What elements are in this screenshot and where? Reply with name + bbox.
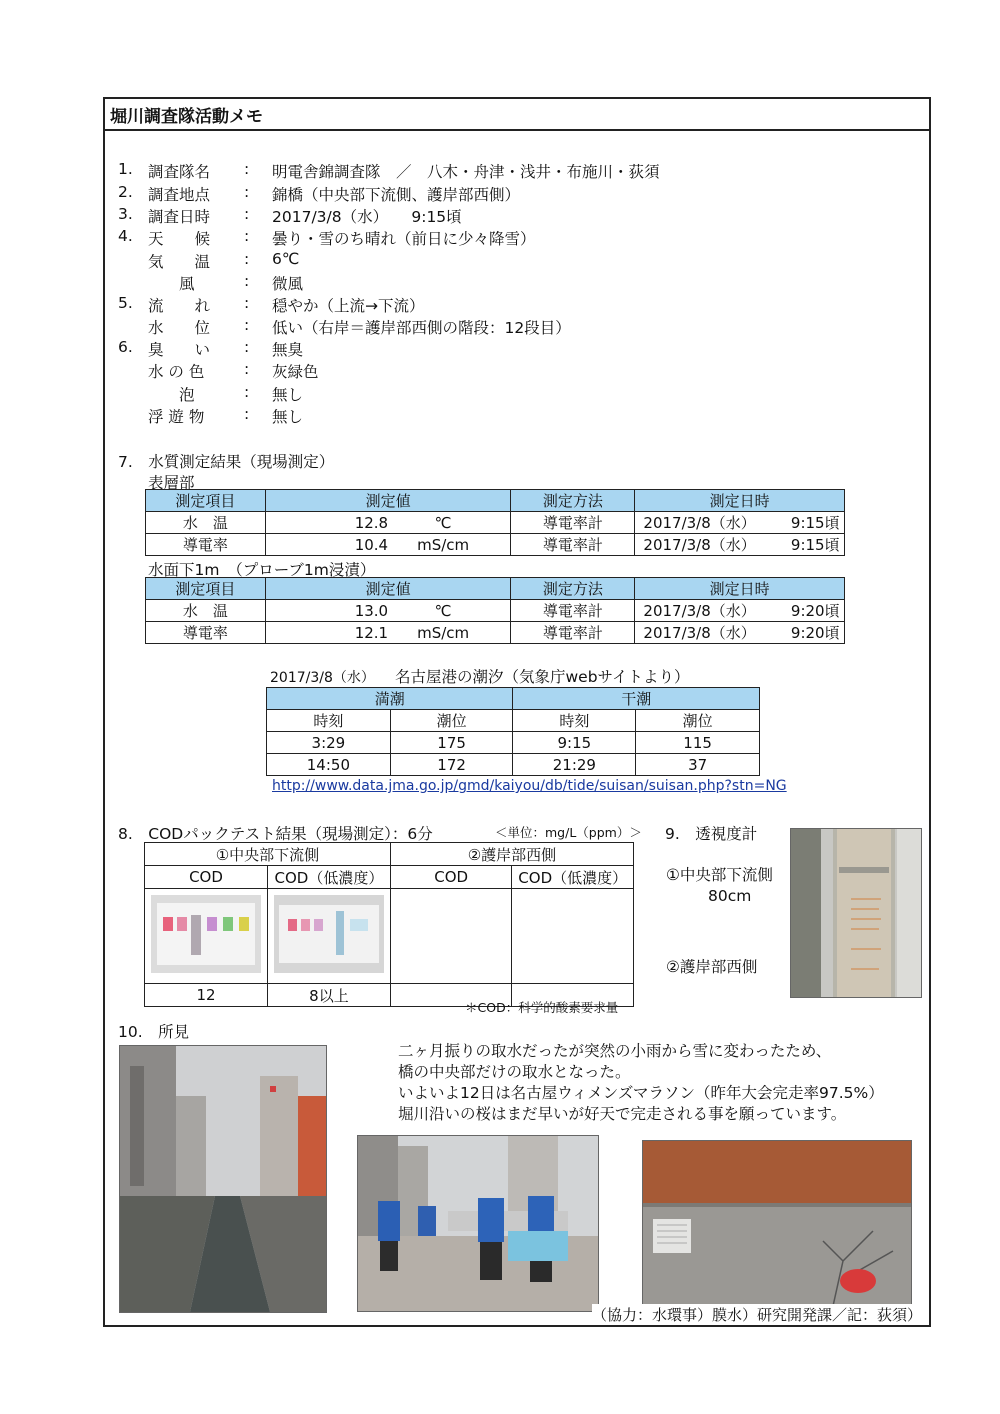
info-colon: : (244, 338, 250, 356)
time-text: 9:20頃 (790, 602, 840, 620)
low-level-cell: 37 (636, 754, 760, 776)
header-method: 測定方法 (511, 578, 635, 600)
wall-photo (642, 1140, 912, 1307)
info-value: 無し (272, 386, 304, 404)
time-text: 9:15頃 (790, 536, 840, 554)
findings-heading: 10. 所見 (118, 1023, 190, 1041)
cod-col-3: COD (390, 866, 512, 889)
header-date: 測定日時 (635, 490, 845, 512)
item-cell: 導電率 (146, 534, 266, 556)
value-unit: mS/cm (417, 535, 470, 554)
info-colon: : (244, 272, 250, 290)
info-value: 2017/3/8（水） 9:15頃 (272, 208, 462, 226)
cod-empty-4 (512, 889, 634, 984)
high-time-cell: 14:50 (267, 754, 391, 776)
header-item: 測定項目 (146, 490, 266, 512)
info-colon: : (244, 250, 250, 268)
date-cell (635, 600, 845, 622)
info-label: 気 温 (148, 253, 211, 271)
table-row (146, 600, 845, 622)
tide-caption-date: 2017/3/8（水） (270, 670, 375, 686)
cod-col-1: COD (145, 866, 268, 889)
time-text: 9:15頃 (790, 514, 840, 532)
cod-empty-3 (390, 889, 512, 984)
value-unit: ℃ (434, 513, 452, 532)
info-value: 曇り・雪のち晴れ（前日に少々降雪） (272, 230, 536, 248)
packtest-photo-1 (145, 889, 268, 984)
tide-caption-title: 名古屋港の潮汐（気象庁webサイトより） (395, 668, 690, 686)
transparency-site2: ②護岸部西側 (666, 958, 758, 976)
document-title: 堀川調査隊活動メモ (110, 107, 263, 127)
high-time-header: 時刻 (267, 710, 391, 732)
info-label: 風 (148, 275, 195, 293)
info-colon: : (244, 316, 250, 334)
cod-col-4: COD（低濃度） (512, 866, 634, 889)
info-number: 5. (118, 294, 133, 312)
transparency-value1: 80cm (708, 887, 752, 905)
surface-table (145, 489, 845, 556)
info-number: 4. (118, 227, 133, 245)
info-label: 調査地点 (148, 186, 211, 204)
low-level-cell: 115 (636, 732, 760, 754)
depth-table (145, 577, 845, 644)
info-label: 調査日時 (148, 208, 211, 226)
cod-site1-header: ①中央部下流側 (145, 843, 391, 866)
cod-heading: 8. CODパックテスト結果（現場測定）：6分 (118, 825, 433, 843)
packtest-photo-2 (267, 889, 390, 984)
table-row (267, 754, 760, 776)
time-text: 9:20頃 (790, 624, 840, 642)
cod-site2-header: ②護岸部西側 (390, 843, 633, 866)
table-row (146, 512, 845, 534)
info-value: 穏やか（上流→下流） (272, 297, 425, 315)
findings-line: 橋の中央部だけの取水となった。 (398, 1063, 631, 1081)
header-item: 測定項目 (146, 578, 266, 600)
info-colon: : (244, 227, 250, 245)
river-photo (119, 1045, 327, 1313)
info-label: 泡 (148, 386, 195, 404)
high-tide-header: 満潮 (267, 688, 513, 710)
table-row (267, 732, 760, 754)
info-value: 無し (272, 408, 304, 426)
transparency-photo (790, 828, 922, 998)
header-date: 測定日時 (635, 578, 845, 600)
surface-label: 表層部 (148, 474, 195, 492)
depth-label: 水面下1m （プローブ1m浸漬） (148, 561, 376, 579)
tide-table (266, 687, 760, 776)
cod-unit: ＜単位：mg/L（ppm）＞ (495, 825, 642, 840)
date-cell (635, 622, 845, 644)
info-colon: : (244, 183, 250, 201)
info-colon: : (244, 160, 250, 178)
info-label: 臭 い (148, 341, 211, 359)
info-label: 水 位 (148, 319, 211, 337)
packtest-2-image (274, 895, 384, 973)
table-row (146, 534, 845, 556)
low-time-cell: 21:29 (513, 754, 636, 776)
date-text: 2017/3/8（水） (643, 536, 756, 554)
value-cell (265, 534, 511, 556)
info-value: 灰緑色 (272, 363, 319, 381)
low-time-header: 時刻 (513, 710, 636, 732)
info-value: 明電舎錦調査隊 ／ 八木・舟津・浅井・布施川・荻須 (272, 163, 660, 181)
info-colon: : (244, 405, 250, 423)
date-text: 2017/3/8（水） (643, 514, 756, 532)
cod-note: ＊COD：科学的酸素要求量 (465, 1000, 619, 1015)
team-photo (357, 1135, 599, 1312)
findings-line: いよいよ12日は名古屋ウィメンズマラソン（昨年大会完走率97.5%） (398, 1084, 884, 1102)
header-value: 測定値 (265, 578, 511, 600)
info-label: 流 れ (148, 297, 211, 315)
packtest-1-image (151, 895, 261, 973)
method-cell: 導電率計 (511, 600, 635, 622)
date-text: 2017/3/8（水） (643, 624, 756, 642)
value-number: 10.4 (354, 535, 389, 554)
info-label: 水 の 色 (148, 363, 205, 381)
info-number: 6. (118, 338, 133, 356)
date-text: 2017/3/8（水） (643, 602, 756, 620)
value-number: 13.0 (354, 601, 389, 620)
high-level-header: 潮位 (390, 710, 513, 732)
info-colon: : (244, 294, 250, 312)
high-level-cell: 175 (390, 732, 513, 754)
value-unit: mS/cm (417, 623, 470, 642)
info-colon: : (244, 205, 250, 223)
table-row (146, 622, 845, 644)
jma-link[interactable]: http://www.data.jma.go.jp/gmd/kaiyou/db/tide/suisan/suisan.php?stn=NG (272, 778, 787, 794)
transparency-site1: ①中央部下流側 (666, 866, 773, 884)
date-cell (635, 512, 845, 534)
info-label: 天 候 (148, 230, 211, 248)
credit-line: （協力：水環事）膜水）研究開発課／記：荻須） (592, 1306, 923, 1324)
info-value: 低い（右岸＝護岸部西側の階段：12段目） (272, 319, 571, 337)
cod-table (144, 842, 634, 1007)
info-value: 無臭 (272, 341, 304, 359)
header-method: 測定方法 (511, 490, 635, 512)
cod-col-2: COD（低濃度） (267, 866, 390, 889)
info-value: 微風 (272, 275, 304, 293)
value-number: 12.1 (354, 623, 389, 642)
value-cell (265, 600, 511, 622)
info-number: 3. (118, 205, 133, 223)
item-cell: 水 温 (146, 600, 266, 622)
value-cell (265, 512, 511, 534)
method-cell: 導電率計 (511, 512, 635, 534)
info-value: 6℃ (272, 250, 300, 268)
high-level-cell: 172 (390, 754, 513, 776)
low-tide-header: 干潮 (513, 688, 760, 710)
info-value: 錦橋（中央部下流側、護岸部西側） (272, 186, 521, 204)
item-cell: 導電率 (146, 622, 266, 644)
info-colon: : (244, 360, 250, 378)
info-number: 2. (118, 183, 133, 201)
findings-text (398, 1041, 884, 1125)
header-value: 測定値 (265, 490, 511, 512)
cod-result-2: 8以上 (267, 984, 390, 1007)
method-cell: 導電率計 (511, 534, 635, 556)
low-level-header: 潮位 (636, 710, 760, 732)
value-unit: ℃ (434, 601, 452, 620)
info-colon: : (244, 383, 250, 401)
cod-result-1: 12 (145, 984, 268, 1007)
transparency-heading: 9. 透視度計 (665, 825, 758, 843)
info-number: 1. (118, 160, 133, 178)
value-cell (265, 622, 511, 644)
low-time-cell: 9:15 (513, 732, 636, 754)
value-number: 12.8 (354, 513, 389, 532)
method-cell: 導電率計 (511, 622, 635, 644)
info-label: 浮 遊 物 (148, 408, 205, 426)
section7-heading: 7. 水質測定結果（現場測定） (118, 453, 335, 471)
high-time-cell: 3:29 (267, 732, 391, 754)
date-cell (635, 534, 845, 556)
info-label: 調査隊名 (148, 163, 211, 181)
findings-line: 二ヶ月振りの取水だったが突然の小雨から雪に変わったため、 (398, 1042, 832, 1060)
findings-line: 堀川沿いの桜はまだ早いが好天で完走される事を願っています。 (398, 1105, 847, 1123)
item-cell: 水 温 (146, 512, 266, 534)
